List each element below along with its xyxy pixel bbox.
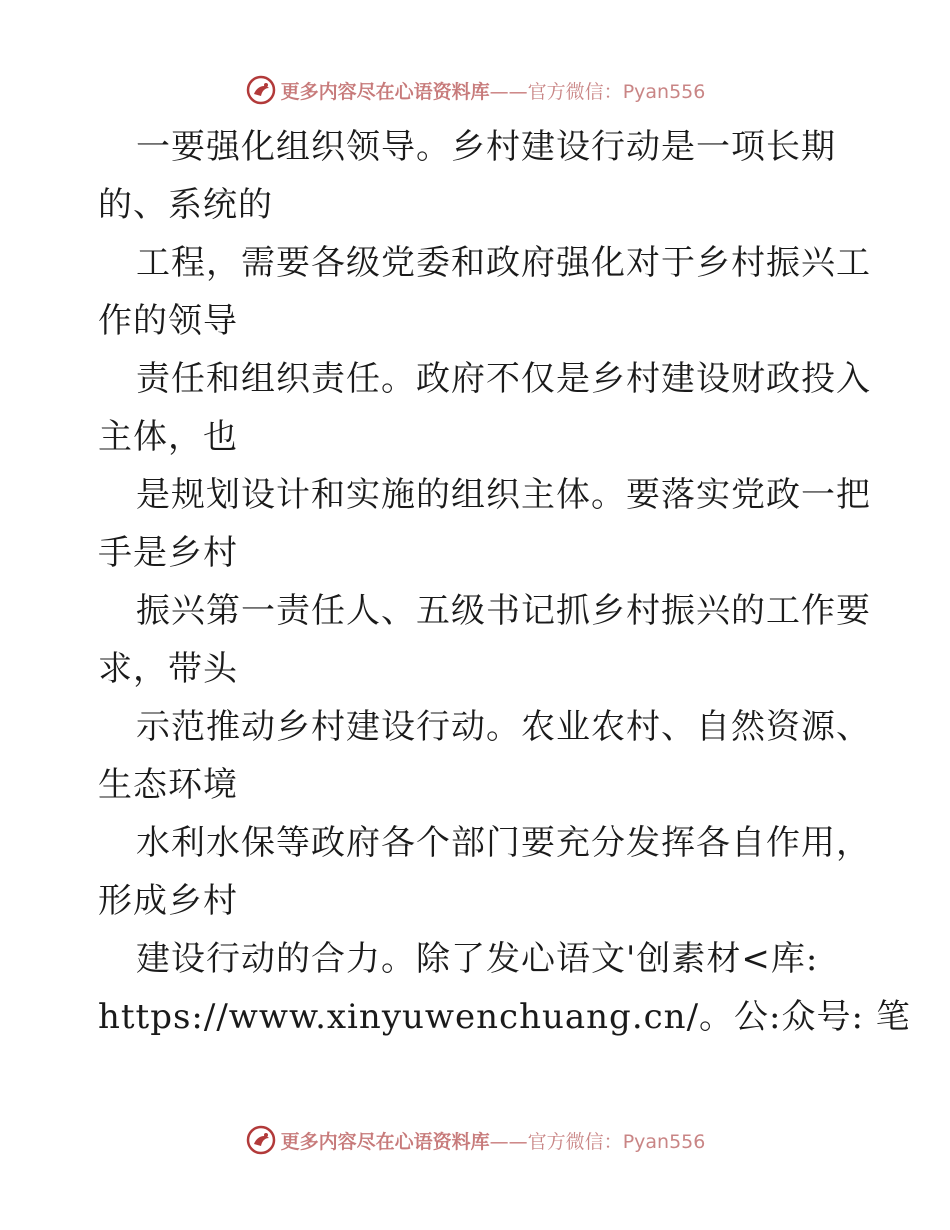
footer-site-name: 更多内容尽在心语资料库	[280, 1130, 490, 1153]
body-line: 振兴第一责任人、五级书记抓乡村振兴的工作要	[136, 591, 871, 631]
body-line: 手是乡村	[98, 533, 238, 573]
body-line-url: https://www.xinyuwenchuang.cn/。公:众号: 笔	[98, 997, 911, 1037]
body-line: 的、系统的	[98, 185, 273, 225]
body-line: 责任和组织责任。政府不仅是乡村建设财政投入	[136, 359, 871, 399]
footer-banner-inner	[245, 1124, 706, 1156]
footer-site-text	[281, 1127, 706, 1154]
body-line: 建设行动的合力。除了发心语文'创素材<库:	[136, 939, 819, 979]
body-line: 是规划设计和实施的组织主体。要落实党政一把	[136, 475, 871, 515]
header-banner	[0, 70, 950, 110]
footer-wechat-label: 官方微信：	[527, 1130, 623, 1153]
footer-banner	[0, 1120, 950, 1160]
body-line: 求，带头	[98, 649, 238, 689]
body-line: 工程，需要各级党委和政府强化对于乡村振兴工	[136, 243, 871, 283]
body-line: 一要强化组织领导。乡村建设行动是一项长期	[136, 127, 836, 167]
header-site-name: 更多内容尽在心语资料库	[280, 80, 490, 103]
body-line: 形成乡村	[98, 881, 238, 921]
body-line: 水利水保等政府各个部门要充分发挥各自作用，	[136, 823, 871, 863]
body-line: 主体，也	[98, 417, 238, 457]
header-banner-inner	[245, 74, 706, 106]
header-wechat-id: Pyan556	[622, 80, 706, 103]
body-line: 作的领导	[98, 301, 238, 341]
swan-logo-icon	[245, 1124, 277, 1156]
body-line: 示范推动乡村建设行动。农业农村、自然资源、	[136, 707, 871, 747]
header-separator: ——	[489, 80, 528, 103]
footer-separator: ——	[489, 1130, 528, 1153]
footer-wechat-id: Pyan556	[622, 1130, 706, 1153]
document-body	[98, 118, 911, 1046]
header-wechat-label: 官方微信：	[527, 80, 623, 103]
header-site-text	[281, 77, 706, 104]
body-line: 生态环境	[98, 765, 238, 805]
swan-logo-icon	[245, 74, 277, 106]
